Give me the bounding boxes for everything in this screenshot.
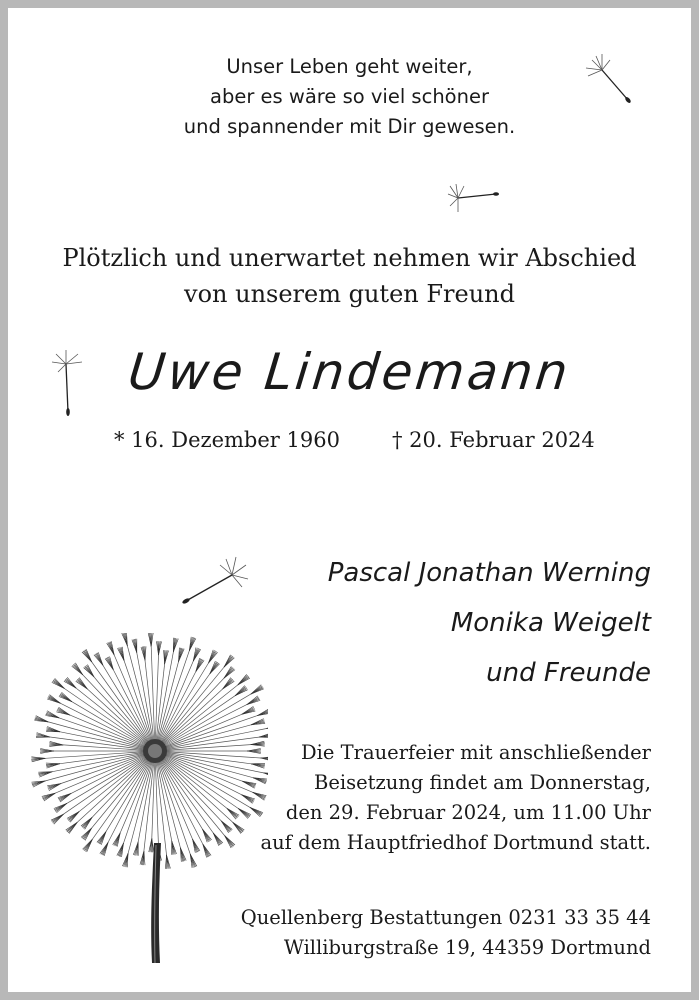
death-date: † 20. Februar 2024 bbox=[392, 428, 595, 452]
obituary-card bbox=[8, 8, 691, 992]
dandelion-seed-icon bbox=[446, 180, 506, 220]
dandelion-seed-icon bbox=[48, 348, 88, 420]
dandelion-seed-icon bbox=[174, 553, 250, 609]
intro-line: Plötzlich und unerwartet nehmen wir Abschied bbox=[62, 244, 637, 272]
funeral-service-info bbox=[261, 738, 652, 858]
service-line: den 29. Februar 2024, um 11.00 Uhr bbox=[285, 801, 651, 824]
birth-date: * 16. Dezember 1960 bbox=[114, 428, 340, 452]
mourner-name: Monika Weigelt bbox=[450, 608, 651, 638]
mourner-name: und Freunde bbox=[486, 658, 651, 688]
service-line: Beisetzung findet am Donnerstag, bbox=[313, 771, 651, 794]
motto-line: aber es wäre so viel schöner bbox=[210, 85, 489, 108]
undertaker-line: Quellenberg Bestattungen 0231 33 35 44 bbox=[240, 906, 651, 929]
dandelion-seed-icon bbox=[580, 48, 640, 108]
service-line: auf dem Hauptfriedhof Dortmund statt. bbox=[260, 831, 651, 854]
deceased-name: Uwe Lindemann bbox=[125, 343, 574, 401]
intro-line: von unserem guten Freund bbox=[184, 280, 515, 308]
motto-line: und spannender mit Dir gewesen. bbox=[183, 115, 516, 138]
mourner-name: Pascal Jonathan Werning bbox=[327, 558, 651, 588]
undertaker-line: Williburgstraße 19, 44359 Dortmund bbox=[283, 936, 651, 959]
dandelion-flower-icon bbox=[18, 633, 268, 968]
service-line: Die Trauerfeier mit anschließender bbox=[301, 741, 651, 764]
undertaker-info bbox=[241, 903, 651, 963]
mourners-list bbox=[328, 548, 651, 698]
motto-line: Unser Leben geht weiter, bbox=[226, 55, 473, 78]
intro-text bbox=[8, 240, 691, 312]
